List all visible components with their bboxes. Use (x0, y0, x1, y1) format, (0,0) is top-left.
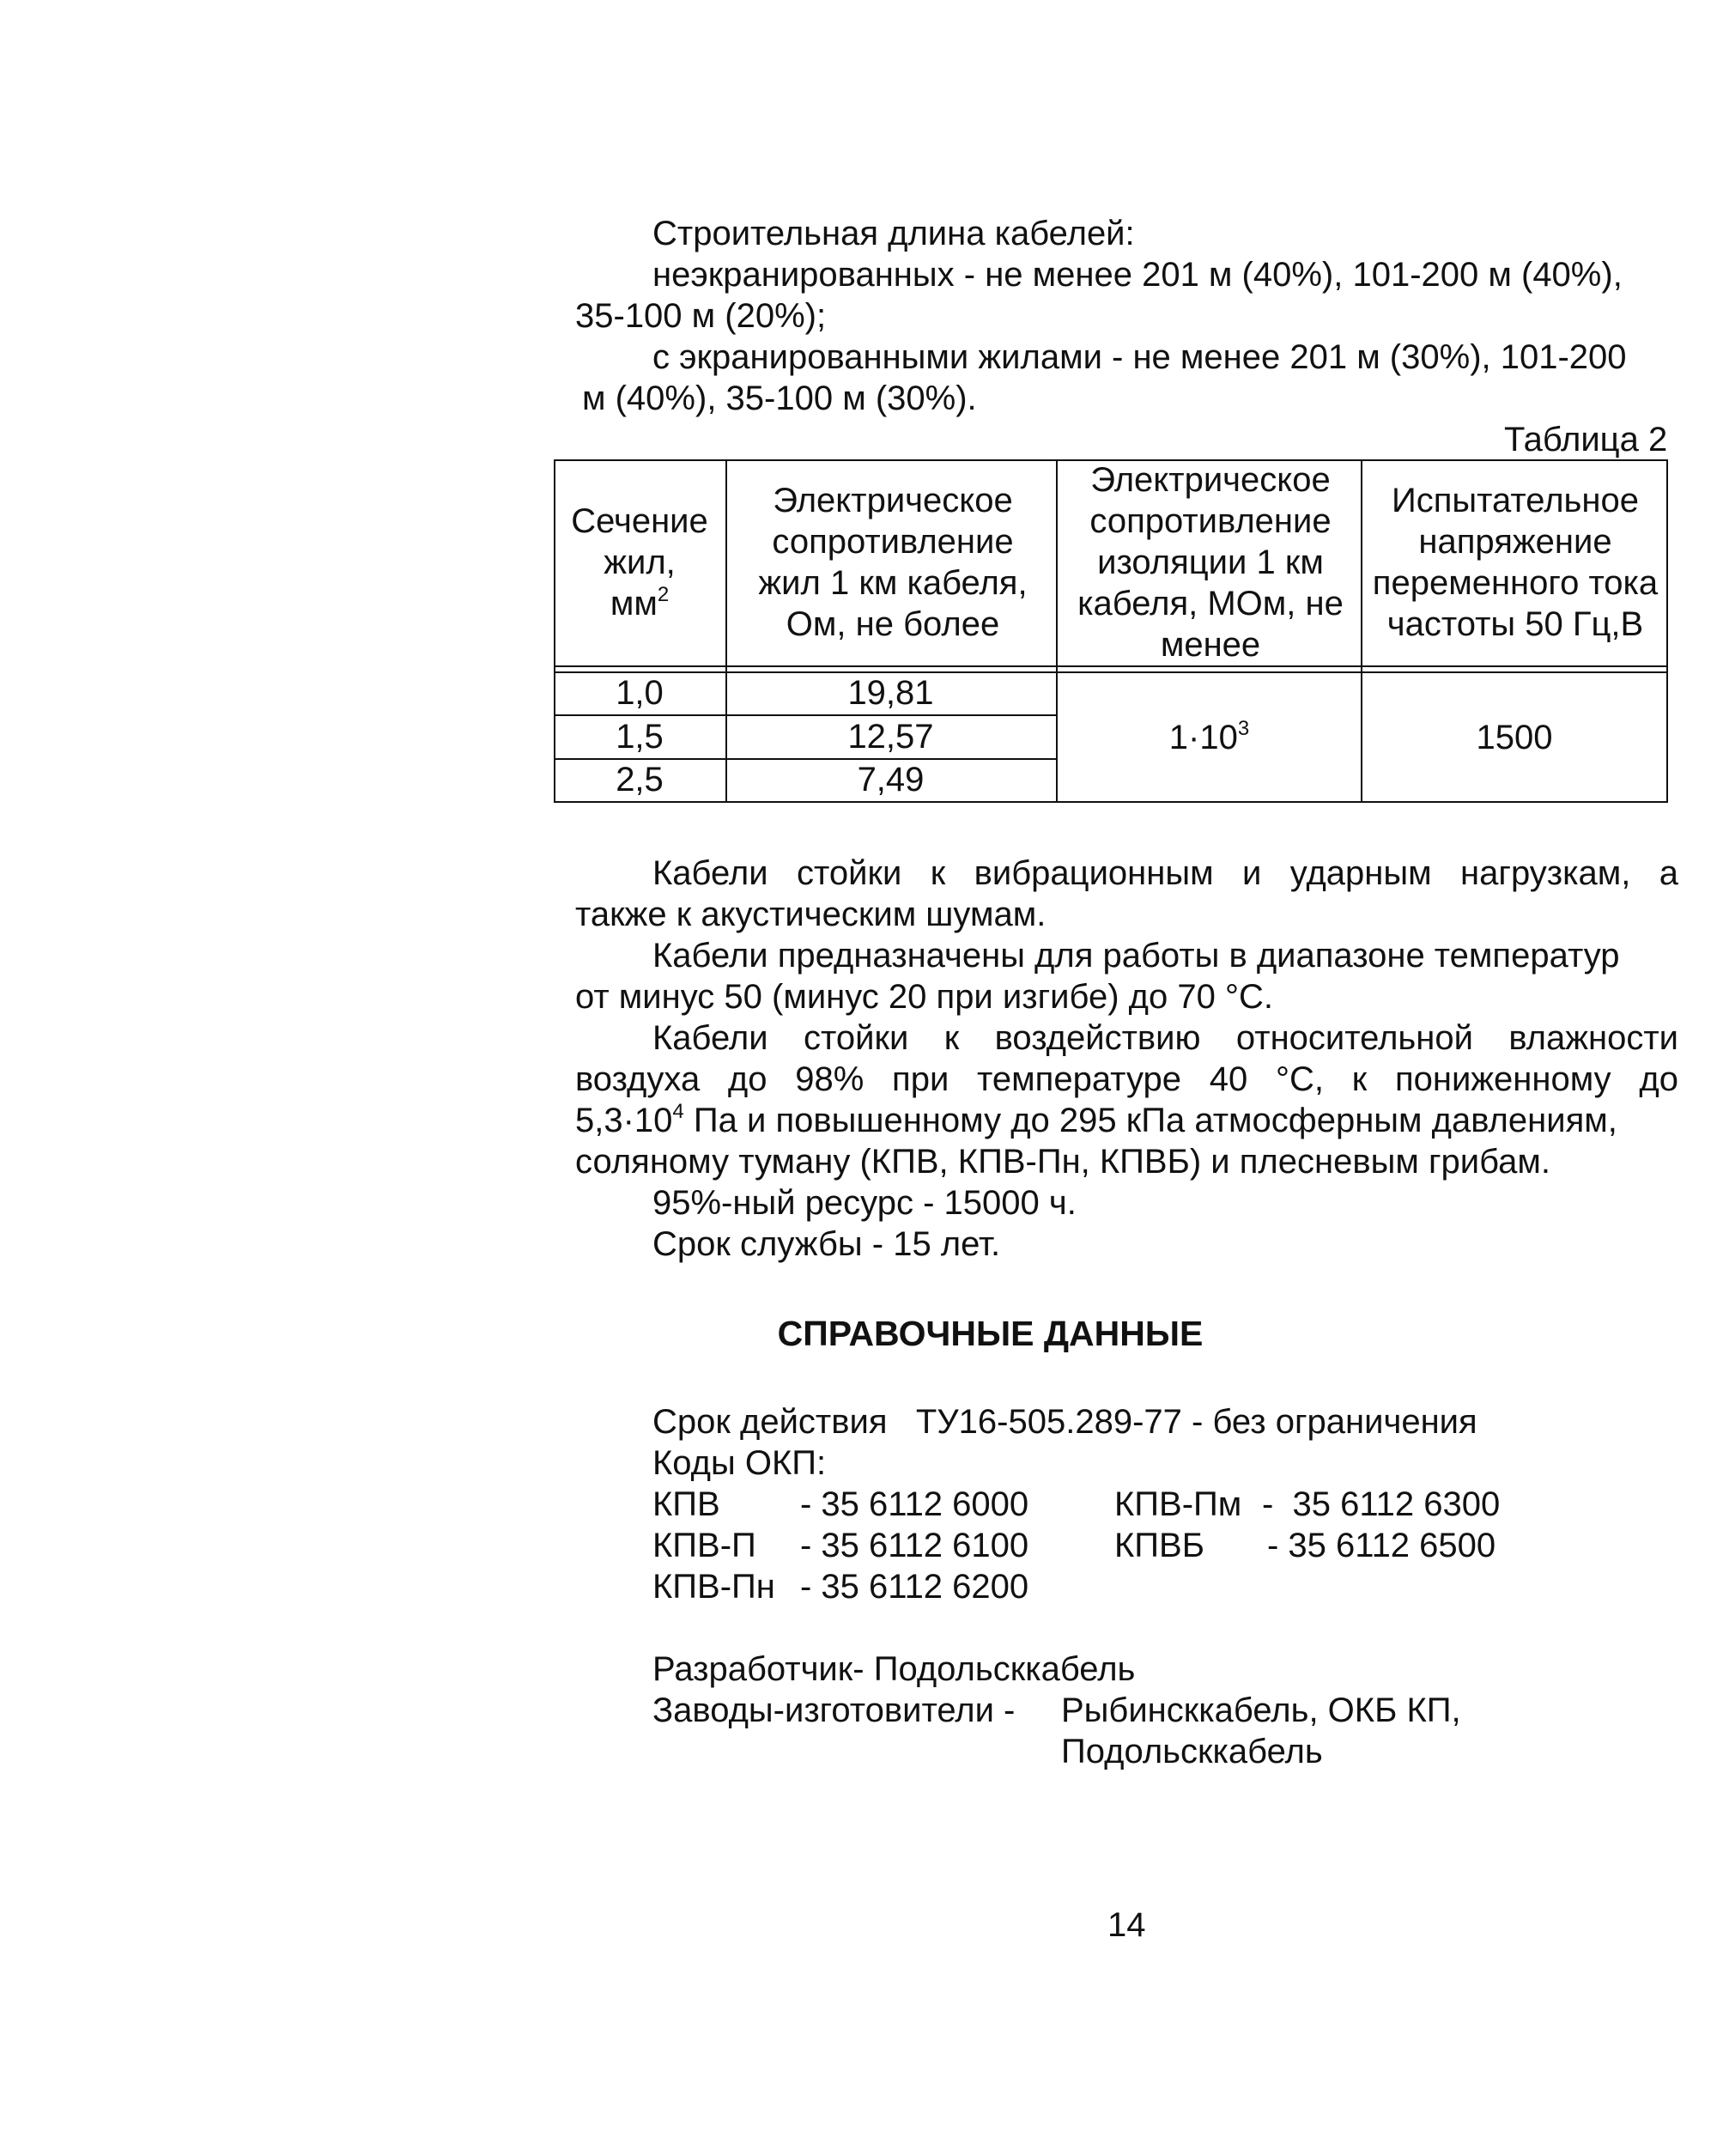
temperature-paragraph: Кабели предназначены для работы в диапазоне температур (652, 937, 1620, 975)
header-section-word2: жил, (604, 544, 676, 581)
table-cell-test-voltage: 1500 (1476, 718, 1553, 756)
okp-code-value: - 35 6112 6200 (800, 1568, 1029, 1606)
unit-mm: мм (610, 585, 658, 623)
pressure-base: 5,3·10 (575, 1102, 673, 1139)
okp-code-value: - 35 6112 6300 (1262, 1485, 1501, 1523)
okp-code-value: - 35 6112 6000 (800, 1485, 1029, 1523)
humidity-paragraph: Кабели стойки к воздействию относительной влажности (652, 1019, 1678, 1057)
temperature-paragraph-cont: от минус 50 (минус 20 при изгибе) до 70 °С. (575, 978, 1273, 1016)
vibration-paragraph-cont: также к акустическим шумам. (575, 896, 1047, 933)
okp-code-name: КПВ-П (652, 1527, 756, 1564)
vibration-paragraph: Кабели стойки к вибрационным и ударным нагрузкам, а (652, 854, 1678, 892)
okp-code-name: КПВ-Пн (652, 1568, 775, 1606)
cable-length-title: Строительная длина кабелей: (652, 215, 1135, 252)
table-caption: Таблица 2 (1504, 421, 1668, 459)
pressure-text: Па и повышенному до 295 кПа атмосферным давлениям, (683, 1102, 1617, 1139)
screened-length-line-cont: м (40%), 35-100 м (30%). (582, 380, 977, 417)
okp-code-name: КПВБ (1114, 1527, 1204, 1564)
humidity-paragraph-line2: воздуха до 98% при температуре 40 °С, к пониженному до (575, 1060, 1678, 1098)
table-header-test-voltage: Испытательное напряжение переменного тока частоты 50 Гц,В (1372, 482, 1659, 643)
insulation-base: 1·10 (1168, 718, 1238, 756)
cable-parameters-table (554, 459, 1668, 803)
header-section-word: Сечение (571, 502, 708, 540)
table-cell-section: 2,5 (616, 761, 664, 799)
unit-squared: 2 (657, 583, 670, 606)
okp-code-name: КПВ-Пм (1114, 1485, 1242, 1523)
okp-code-value: - 35 6112 6500 (1267, 1527, 1496, 1564)
insulation-value (1169, 717, 1249, 758)
okp-code-value: - 35 6112 6100 (800, 1527, 1029, 1564)
reference-heading: СПРАВОЧНЫЕ ДАННЫЕ (777, 1314, 1204, 1353)
table-cell-section: 1,0 (616, 674, 664, 712)
table-cell-resistance: 12,57 (847, 717, 934, 756)
page-number: 14 (1107, 1906, 1146, 1944)
table-header-insulation-resistance: Электрическое сопротивление изоляции 1 км кабеля, МОм, не менее (1077, 461, 1344, 664)
unscreened-length-line: неэкранированных - не менее 201 м (40%), 101-200 м (40%), (652, 256, 1623, 294)
humidity-paragraph-line4: соляному туману (КПВ, КПВ-Пн, КПВБ) и плесневым грибам. (575, 1143, 1550, 1181)
table-cell-resistance: 7,49 (857, 761, 925, 799)
humidity-paragraph-line3 (575, 1100, 1617, 1141)
validity-line: Срок действия ТУ16-505.289-77 - без ограничения (652, 1403, 1477, 1441)
table-cell-resistance: 19,81 (847, 674, 934, 712)
screened-length-line: с экранированными жилами - не менее 201 м (30%), 101-200 (652, 338, 1627, 376)
manufacturers-list-cont: Подольсккабель (1061, 1733, 1323, 1770)
unscreened-length-line-cont: 35-100 м (20%); (575, 297, 827, 335)
table-cell-section: 1,5 (616, 717, 664, 756)
developer-line: Разработчик- Подольсккабель (652, 1650, 1136, 1688)
insulation-exponent: 3 (1237, 716, 1250, 740)
okp-code-name: КПВ (652, 1485, 720, 1523)
header-section-unit (610, 583, 669, 624)
okp-codes-label: Коды ОКП: (652, 1444, 827, 1482)
table-header-conductor-resistance: Электрическое сопротивление жил 1 км кабеля, Ом, не более (758, 482, 1028, 643)
table-header-section (554, 459, 725, 665)
table-header-divider (554, 665, 1668, 667)
service-life-line: Срок службы - 15 лет. (652, 1225, 1001, 1263)
resource-line: 95%-ный ресурс - 15000 ч. (652, 1184, 1077, 1222)
table-cell-insulation (1058, 673, 1361, 801)
manufacturers-label: Заводы-изготовители - (652, 1691, 1016, 1729)
manufacturers-list: Рыбинсккабель, ОКБ КП, (1061, 1691, 1461, 1729)
pressure-exponent: 4 (672, 1100, 684, 1123)
